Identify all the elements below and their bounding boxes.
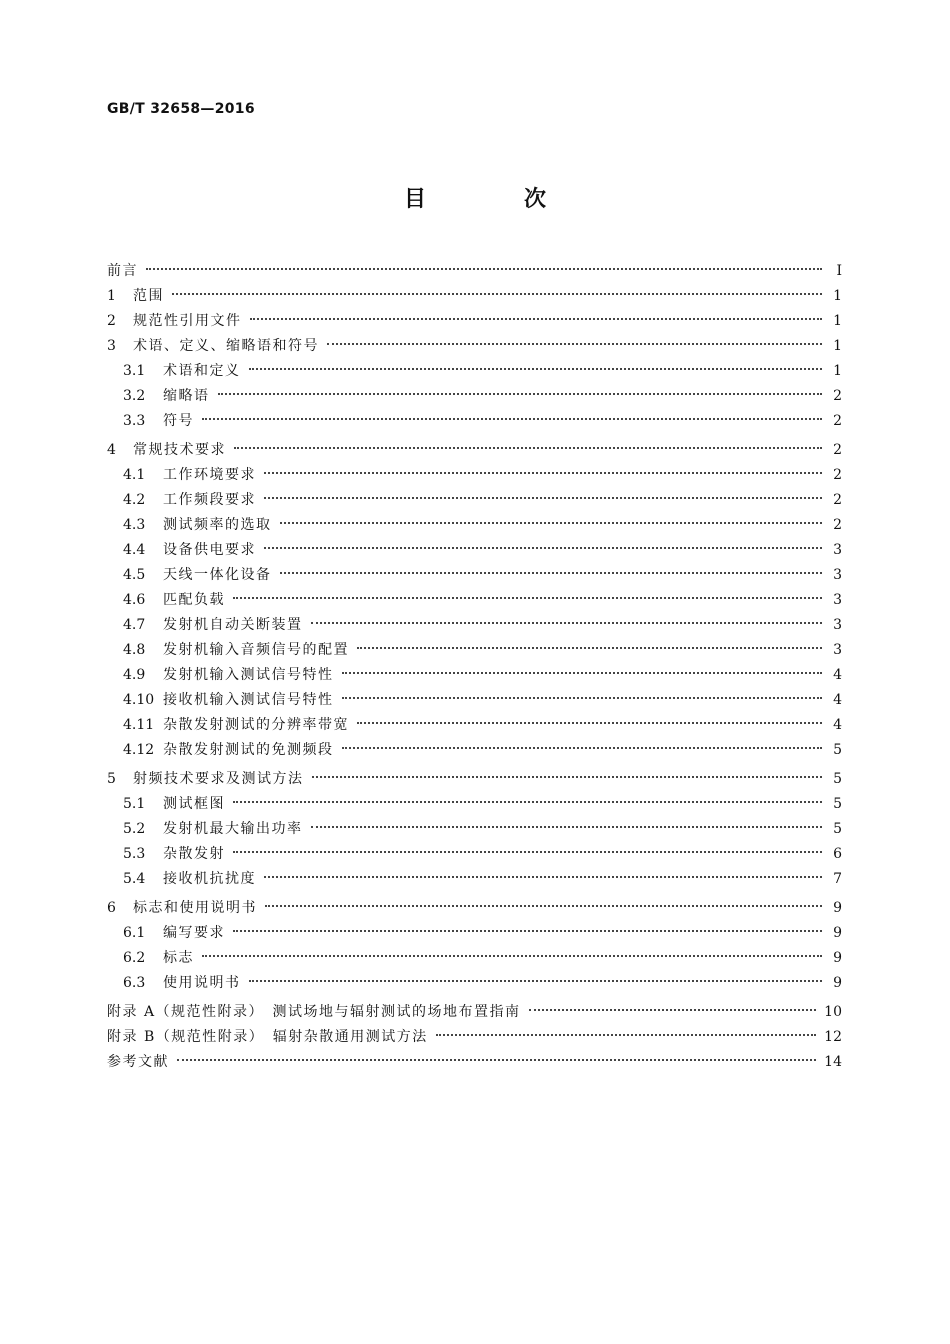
dot-leader [250, 318, 823, 320]
dot-leader [146, 268, 822, 270]
toc-entry-label: 前言 [107, 263, 138, 279]
toc-entry-label: 符号 [163, 413, 194, 429]
dot-leader [234, 447, 822, 449]
toc-entry[interactable] [107, 921, 842, 946]
toc-entry[interactable] [107, 663, 842, 688]
toc-entry[interactable] [107, 588, 842, 613]
toc-entry[interactable] [107, 359, 842, 384]
dot-leader [264, 876, 822, 878]
toc-entry-page: 1 [833, 313, 842, 329]
dot-leader [311, 826, 823, 828]
dot-leader [312, 776, 823, 778]
toc-entry-label: 匹配负载 [163, 592, 225, 608]
dot-leader [280, 572, 823, 574]
standard-code: GB/T 32658—2016 [107, 101, 255, 117]
toc-entry-number: 4.6 [123, 592, 146, 608]
toc-entry-label: 发射机输入音频信号的配置 [163, 642, 349, 658]
toc-entry-label: 天线一体化设备 [163, 567, 272, 583]
toc-entry[interactable] [107, 513, 842, 538]
page-title: 目 次 [403, 187, 584, 212]
toc-entry-number: 5.4 [123, 871, 146, 887]
dot-leader [172, 293, 822, 295]
toc-entry-label: 标志 [163, 950, 194, 966]
toc-entry-page: 6 [833, 846, 842, 862]
toc-entry-label: 杂散发射测试的免测频段 [163, 742, 334, 758]
toc-entry-label: 测试频率的选取 [163, 517, 272, 533]
toc-entry[interactable] [107, 409, 842, 434]
toc-entry[interactable] [107, 946, 842, 971]
toc-entry-label: 接收机抗扰度 [163, 871, 256, 887]
toc-entry[interactable] [107, 384, 842, 409]
toc-entry-page: 3 [833, 567, 842, 583]
toc-entry[interactable] [107, 792, 842, 817]
toc-entry-label: 标志和使用说明书 [133, 900, 257, 916]
toc-entry[interactable] [107, 309, 842, 334]
toc-entry-label: 工作环境要求 [163, 467, 256, 483]
toc-entry[interactable] [107, 738, 842, 763]
toc-entry-page: 10 [824, 1004, 842, 1020]
toc-entry-page: 2 [833, 413, 842, 429]
toc-entry[interactable] [107, 1025, 842, 1050]
toc-entry[interactable] [107, 334, 842, 359]
toc-entry[interactable] [107, 971, 842, 996]
toc-entry-page: Ⅰ [836, 263, 842, 279]
toc-entry-number: 4.8 [123, 642, 146, 658]
toc-entry-number: 4.9 [123, 667, 146, 683]
toc-entry[interactable] [107, 842, 842, 867]
toc-entry-number: 4.11 [123, 717, 155, 733]
toc-entry-label: 缩略语 [163, 388, 210, 404]
toc-entry[interactable] [107, 688, 842, 713]
dot-leader [233, 801, 822, 803]
dot-leader [342, 697, 823, 699]
toc-entry-page: 4 [833, 692, 842, 708]
toc-entry[interactable] [107, 613, 842, 638]
toc-entry-page: 1 [833, 288, 842, 304]
toc-entry-number: 5.2 [123, 821, 146, 837]
toc-entry-number: 4.4 [123, 542, 146, 558]
toc-entry-number: 5.3 [123, 846, 146, 862]
toc-entry-number: 2 [107, 313, 116, 329]
toc-entry-number: 3.2 [123, 388, 146, 404]
dot-leader [529, 1009, 817, 1011]
dot-leader [264, 472, 822, 474]
toc-entry-number: 6.2 [123, 950, 146, 966]
toc-entry-label: 设备供电要求 [163, 542, 256, 558]
toc-entry-page: 2 [833, 442, 842, 458]
toc-entry-page: 4 [833, 667, 842, 683]
toc-entry-label: 射频技术要求及测试方法 [133, 771, 304, 787]
toc-entry-page: 5 [833, 742, 842, 758]
toc-entry[interactable] [107, 1050, 842, 1075]
toc-entry-page: 1 [833, 363, 842, 379]
toc-entry-label: 术语和定义 [163, 363, 241, 379]
toc-entry-page: 2 [833, 388, 842, 404]
dot-leader [177, 1059, 816, 1061]
toc-entry-number: 4.2 [123, 492, 146, 508]
toc-entry-label: 常规技术要求 [133, 442, 226, 458]
toc-entry-label: 附录 A（规范性附录） 测试场地与辐射测试的场地布置指南 [107, 1004, 521, 1020]
toc-entry-page: 5 [833, 796, 842, 812]
toc-entry-label: 杂散发射 [163, 846, 225, 862]
dot-leader [264, 547, 822, 549]
toc-entry[interactable] [107, 896, 842, 921]
toc-entry-page: 2 [833, 467, 842, 483]
toc-entry[interactable] [107, 463, 842, 488]
toc-entry-page: 9 [833, 925, 842, 941]
toc-entry-number: 3.3 [123, 413, 146, 429]
toc-entry-label: 工作频段要求 [163, 492, 256, 508]
toc-entry-number: 4.7 [123, 617, 146, 633]
toc-entry-page: 2 [833, 517, 842, 533]
toc-entry-number: 4.3 [123, 517, 146, 533]
toc-entry[interactable] [107, 538, 842, 563]
toc-entry-page: 3 [833, 592, 842, 608]
toc-entry[interactable] [107, 867, 842, 892]
toc-entry-number: 3 [107, 338, 116, 354]
dot-leader [342, 747, 823, 749]
toc-entry[interactable] [107, 1000, 842, 1025]
dot-leader [265, 905, 822, 907]
toc-entry-label: 发射机最大输出功率 [163, 821, 303, 837]
toc-entry-number: 6.1 [123, 925, 146, 941]
dot-leader [233, 930, 822, 932]
toc-entry-label: 使用说明书 [163, 975, 241, 991]
toc-entry[interactable] [107, 563, 842, 588]
toc-entry-number: 4 [107, 442, 116, 458]
toc-entry-number: 5.1 [123, 796, 146, 812]
toc-entry-page: 9 [833, 900, 842, 916]
toc-entry[interactable] [107, 438, 842, 463]
table-of-contents [107, 259, 842, 1075]
toc-entry[interactable] [107, 259, 842, 284]
toc-entry[interactable] [107, 638, 842, 663]
dot-leader [249, 368, 823, 370]
toc-entry-label: 接收机输入测试信号特性 [163, 692, 334, 708]
dot-leader [357, 722, 822, 724]
toc-entry-number: 6.3 [123, 975, 146, 991]
toc-entry-page: 3 [833, 642, 842, 658]
toc-entry-label: 范围 [133, 288, 164, 304]
toc-entry-number: 6 [107, 900, 116, 916]
toc-entry-number: 3.1 [123, 363, 146, 379]
toc-entry-number: 5 [107, 771, 116, 787]
dot-leader [249, 980, 823, 982]
dot-leader [342, 672, 823, 674]
dot-leader [233, 597, 822, 599]
dot-leader [357, 647, 822, 649]
toc-entry-page: 3 [833, 617, 842, 633]
toc-entry-label: 术语、定义、缩略语和符号 [133, 338, 319, 354]
dot-leader [202, 955, 822, 957]
toc-entry-label: 发射机输入测试信号特性 [163, 667, 334, 683]
dot-leader [327, 343, 822, 345]
toc-entry[interactable] [107, 284, 842, 309]
toc-entry-page: 7 [833, 871, 842, 887]
toc-entry-page: 5 [833, 771, 842, 787]
toc-entry-page: 5 [833, 821, 842, 837]
toc-entry-page: 9 [833, 950, 842, 966]
toc-entry-label: 杂散发射测试的分辨率带宽 [163, 717, 349, 733]
toc-entry[interactable] [107, 767, 842, 792]
toc-entry-label: 参考文献 [107, 1054, 169, 1070]
dot-leader [436, 1034, 816, 1036]
toc-entry-page: 1 [833, 338, 842, 354]
dot-leader [233, 851, 822, 853]
toc-entry-number: 4.12 [123, 742, 155, 758]
toc-entry[interactable] [107, 488, 842, 513]
toc-entry-page: 2 [833, 492, 842, 508]
toc-entry-page: 9 [833, 975, 842, 991]
dot-leader [280, 522, 823, 524]
toc-entry-page: 12 [824, 1029, 842, 1045]
toc-entry-number: 4.1 [123, 467, 146, 483]
toc-entry-label: 发射机自动关断装置 [163, 617, 303, 633]
toc-entry-number: 1 [107, 288, 116, 304]
toc-entry-label: 规范性引用文件 [133, 313, 242, 329]
toc-entry-label: 编写要求 [163, 925, 225, 941]
toc-entry-label: 测试框图 [163, 796, 225, 812]
dot-leader [264, 497, 822, 499]
toc-entry-number: 4.10 [123, 692, 155, 708]
toc-entry-page: 3 [833, 542, 842, 558]
toc-entry-page: 4 [833, 717, 842, 733]
toc-entry[interactable] [107, 713, 842, 738]
toc-entry-page: 14 [824, 1054, 842, 1070]
toc-entry-number: 4.5 [123, 567, 146, 583]
dot-leader [218, 393, 823, 395]
dot-leader [311, 622, 823, 624]
dot-leader [202, 418, 822, 420]
toc-entry-label: 附录 B（规范性附录） 辐射杂散通用测试方法 [107, 1029, 428, 1045]
toc-entry[interactable] [107, 817, 842, 842]
